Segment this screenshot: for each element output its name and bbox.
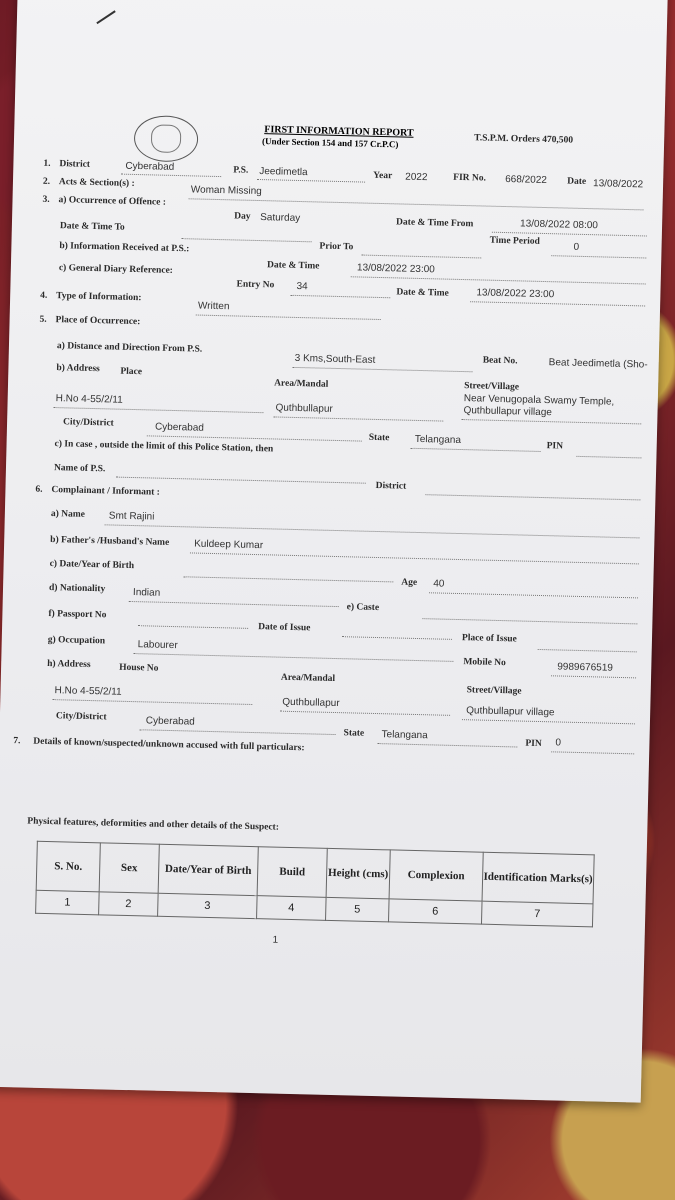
day-value: Saturday bbox=[260, 212, 301, 225]
outside-district-label: District bbox=[375, 480, 407, 492]
comp-city-value: Cyberabad bbox=[145, 715, 195, 728]
fir-value: 668/2022 bbox=[505, 174, 548, 187]
accused-details-label: Details of known/suspected/unknown accused with full particulars: bbox=[33, 736, 305, 754]
dob-label: c) Date/Year of Birth bbox=[49, 559, 135, 572]
page-number: 1 bbox=[272, 934, 279, 946]
to-label: Date & Time To bbox=[59, 221, 125, 233]
area-label: Area/Mandal bbox=[274, 378, 329, 390]
suspect-table bbox=[35, 841, 595, 928]
place-value: H.No 4-55/2/11 bbox=[55, 393, 123, 406]
fir-label: FIR No. bbox=[453, 172, 487, 184]
occurrence-label: a) Occurrence of Offence : bbox=[58, 195, 167, 208]
date-value: 13/08/2022 bbox=[592, 178, 644, 191]
ps-label: P.S. bbox=[233, 165, 249, 176]
city-value: Cyberabad bbox=[154, 421, 205, 434]
suspect-heading: Physical features, deformities and other details of the Suspect: bbox=[27, 816, 280, 833]
year-label: Year bbox=[373, 170, 393, 182]
from-value: 13/08/2022 08:00 bbox=[519, 218, 599, 232]
place-issue-label: Place of Issue bbox=[461, 633, 517, 645]
table-cell: 2 bbox=[99, 892, 159, 916]
from-label: Date & Time From bbox=[395, 217, 474, 230]
prior-label: Prior To bbox=[319, 241, 354, 253]
complainant-label: Complainant / Informant : bbox=[51, 485, 161, 498]
received-datetime-value: 13/08/2022 23:00 bbox=[356, 262, 435, 276]
item-number: 1. bbox=[43, 158, 51, 169]
outside-limit-label: c) In case , outside the limit of this Police Station, then bbox=[54, 439, 274, 455]
name-label: a) Name bbox=[50, 509, 86, 520]
age-value: 40 bbox=[433, 578, 445, 590]
period-label: Time Period bbox=[489, 235, 541, 247]
comp-street-value: Quthbullapur village bbox=[466, 705, 555, 719]
column-header: S. No. bbox=[36, 841, 100, 892]
table-cell: 3 bbox=[158, 893, 258, 918]
distance-label: a) Distance and Direction From P.S. bbox=[56, 341, 203, 355]
received-datetime-label: Date & Time bbox=[266, 260, 320, 272]
comp-city-label: City/District bbox=[55, 711, 107, 723]
father-value: Kuldeep Kumar bbox=[194, 538, 264, 552]
document-title: FIRST INFORMATION REPORT bbox=[264, 124, 414, 139]
item-number: 5. bbox=[39, 314, 47, 325]
nationality-label: d) Nationality bbox=[48, 583, 106, 595]
info-type-value: Written bbox=[197, 300, 230, 313]
beat-value: Beat Jeedimetla (Sho- bbox=[548, 357, 648, 371]
comp-area-label: Area/Mandal bbox=[280, 672, 336, 685]
caste-label: e) Caste bbox=[346, 602, 380, 614]
gd-datetime-value: 13/08/2022 23:00 bbox=[476, 287, 555, 301]
district-value: Cyberabad bbox=[125, 160, 175, 173]
comp-pin-value: 0 bbox=[555, 737, 562, 749]
info-received-label: b) Information Received at P.S.: bbox=[59, 241, 190, 255]
nationality-value: Indian bbox=[132, 587, 161, 599]
year-value: 2022 bbox=[405, 171, 428, 184]
occupation-value: Labourer bbox=[137, 639, 178, 652]
day-label: Day bbox=[234, 211, 251, 222]
beat-label: Beat No. bbox=[482, 355, 518, 367]
comp-state-value: Telangana bbox=[381, 729, 428, 742]
acts-label: Acts & Section(s) : bbox=[58, 177, 135, 189]
column-header: Sex bbox=[99, 843, 159, 893]
street-value: Near Venugopala Swamy Temple, bbox=[463, 393, 615, 408]
column-header: Date/Year of Birth bbox=[158, 844, 258, 895]
table-cell: 1 bbox=[36, 890, 100, 915]
table-cell: 6 bbox=[389, 899, 483, 924]
street-label: Street/Village bbox=[463, 381, 520, 393]
column-header: Build bbox=[257, 847, 327, 898]
state-label: State bbox=[368, 432, 390, 444]
table-cell: 4 bbox=[257, 896, 327, 921]
info-type-label: Type of Information: bbox=[56, 291, 142, 304]
comp-street-label: Street/Village bbox=[466, 685, 522, 697]
item-number: 7. bbox=[13, 736, 21, 747]
street-value-2: Quthbullapur village bbox=[463, 405, 553, 419]
father-label: b) Father's /Husband's Name bbox=[50, 535, 170, 548]
mobile-label: Mobile No bbox=[463, 657, 506, 669]
item-number: 3. bbox=[42, 194, 50, 205]
acts-value: Woman Missing bbox=[190, 184, 262, 198]
item-number: 6. bbox=[35, 484, 43, 495]
table-cell: 5 bbox=[326, 897, 390, 922]
column-header: Identification Marks(s) bbox=[482, 852, 594, 904]
pen-mark bbox=[96, 10, 115, 24]
area-value: Quthbullapur bbox=[275, 402, 333, 415]
gd-datetime-label: Date & Time bbox=[396, 287, 449, 299]
mobile-value: 9989676519 bbox=[557, 661, 614, 674]
gd-reference-label: c) General Diary Reference: bbox=[58, 263, 174, 276]
item-number: 2. bbox=[42, 176, 51, 187]
document-subtitle: (Under Section 154 and 157 Cr.P.C) bbox=[261, 136, 399, 150]
comp-area-value: Quthbullapur bbox=[282, 696, 340, 710]
police-seal-icon bbox=[134, 115, 199, 163]
column-header: Height (cms) bbox=[326, 848, 390, 899]
occupation-label: g) Occupation bbox=[47, 634, 106, 647]
house-value: H.No 4-55/2/11 bbox=[54, 685, 122, 698]
ps-value: Jeedimetla bbox=[259, 166, 308, 179]
pin-label: PIN bbox=[546, 441, 564, 452]
orders-reference: T.S.P.M. Orders 470,500 bbox=[474, 133, 574, 146]
name-ps-label: Name of P.S. bbox=[53, 463, 106, 475]
item-number: 4. bbox=[40, 290, 48, 301]
entry-label: Entry No bbox=[236, 279, 275, 291]
column-header: Complexion bbox=[389, 850, 483, 901]
date-label: Date bbox=[567, 176, 587, 187]
state-value: Telangana bbox=[414, 433, 462, 447]
name-value: Smt Rajini bbox=[108, 510, 155, 523]
district-label: District bbox=[59, 159, 91, 170]
table-cell: 7 bbox=[481, 901, 593, 927]
comp-address-label: h) Address bbox=[47, 658, 91, 671]
entry-value: 34 bbox=[296, 280, 308, 293]
period-value: 0 bbox=[573, 241, 580, 253]
comp-pin-label: PIN bbox=[525, 738, 542, 750]
comp-state-label: State bbox=[343, 728, 365, 739]
house-label: House No bbox=[119, 662, 159, 674]
age-label: Age bbox=[401, 577, 418, 588]
address-label: b) Address bbox=[56, 363, 100, 375]
passport-label: f) Passport No bbox=[48, 608, 107, 621]
date-issue-label: Date of Issue bbox=[258, 622, 311, 634]
distance-value: 3 Kms,South-East bbox=[294, 352, 376, 366]
place-occurrence-label: Place of Occurrence: bbox=[55, 315, 141, 328]
city-label: City/District bbox=[62, 417, 114, 429]
place-label: Place bbox=[120, 366, 143, 378]
